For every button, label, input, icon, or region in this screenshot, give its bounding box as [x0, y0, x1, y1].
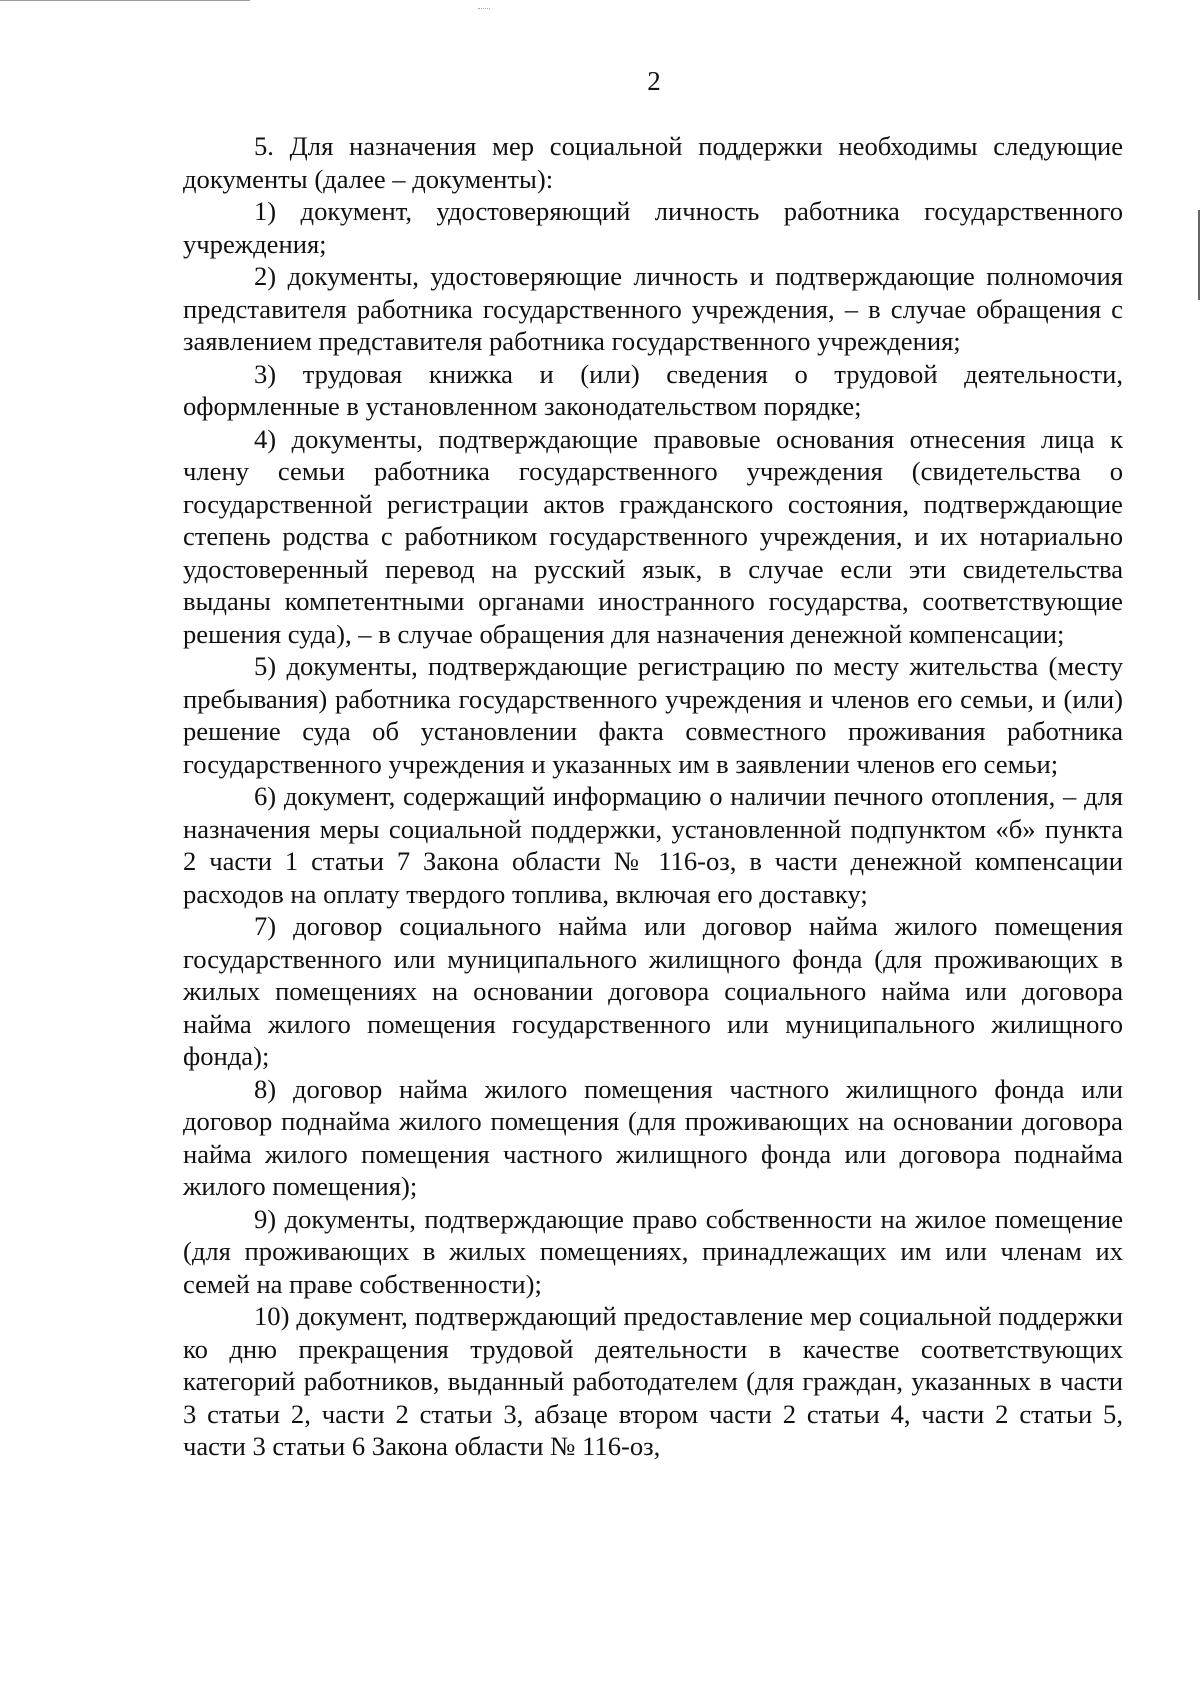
- document-body: [183, 130, 1123, 1463]
- page-number: 2: [647, 66, 661, 96]
- list-item-4: 4) документы, подтверждающие правовые основания отнесения лица к члену семьи работника государственного учреждения (свидетельства о государственной регистрации актов гражданского состояния, подтверждающие степень родства с работником государственного учреждения, и их нотариально удостоверенный перевод на русский язык, в случае если эти свидетельства выданы компетентными органами иностранного государства, соответствующие решения суда), – в случае обращения для назначения денежной компенсации;: [183, 423, 1123, 649]
- list-item-8: 8) договор найма жилого помещения частного жилищного фонда или договор поднайма жилого помещения (для проживающих на основании договора найма жилого помещения частного жилищного фонда или договора поднайма жилого помещения);: [183, 1073, 1123, 1201]
- list-item-1: 1) документ, удостоверяющий личность работника государственного учреждения;: [183, 196, 1123, 259]
- list-item-7: 7) договор социального найма или договор найма жилого помещения государственного или муниципального жилищного фонда (для проживающих в жилых помещениях на основании договора социального найма или договора найма жилого помещения государственного или муниципального жилищного фонда);: [183, 911, 1123, 1071]
- list-item-5: 5) документы, подтверждающие регистрацию по месту жительства (месту пребывания) работника государственного учреждения и членов его семьи, и (или) решение суда об установлении факта совместного проживания работника государственного учреждения и указанных им в заявлении членов его семьи;: [183, 651, 1123, 779]
- list-item-9: 9) документы, подтверждающие право собственности на жилое помещение (для проживающих в жилых помещениях, принадлежащих им или членам их семей на праве собственности);: [183, 1203, 1123, 1299]
- list-item-6: 6) документ, содержащий информацию о наличии печного отопления, – для назначения меры социальной поддержки, установленной подпунктом «б» пункта 2 части 1 статьи 7 Закона области № 116-оз, в части денежной компенсации расходов на оплату твердого топлива, включая его доставку;: [183, 781, 1123, 909]
- list-item-3: 3) трудовая книжка и (или) сведения о трудовой деятельности, оформленные в установленном законодательством порядке;: [183, 358, 1123, 421]
- paragraph-5-intro: 5. Для назначения мер социальной поддержки необходимы следующие документы (далее – документы):: [183, 131, 1123, 194]
- list-item-10: 10) документ, подтверждающий предоставление мер социальной поддержки ко дню прекращения трудовой деятельности в качестве соответствующих категорий работников, выданный работодателем (для граждан, указанных в части 3 статьи 2, части 2 статьи 3, абзаце втором части 2 статьи 4, части 2 статьи 5, части 3 статьи 6 Закона области № 116-оз,: [183, 1301, 1123, 1461]
- list-item-2: 2) документы, удостоверяющие личность и подтверждающие полномочия представителя работника государственного учреждения, – в случае обращения с заявлением представителя работника государственного учреждения;: [183, 261, 1123, 356]
- scan-artifact-line: [0, 0, 250, 1]
- scan-artifact-dots: [478, 8, 490, 10]
